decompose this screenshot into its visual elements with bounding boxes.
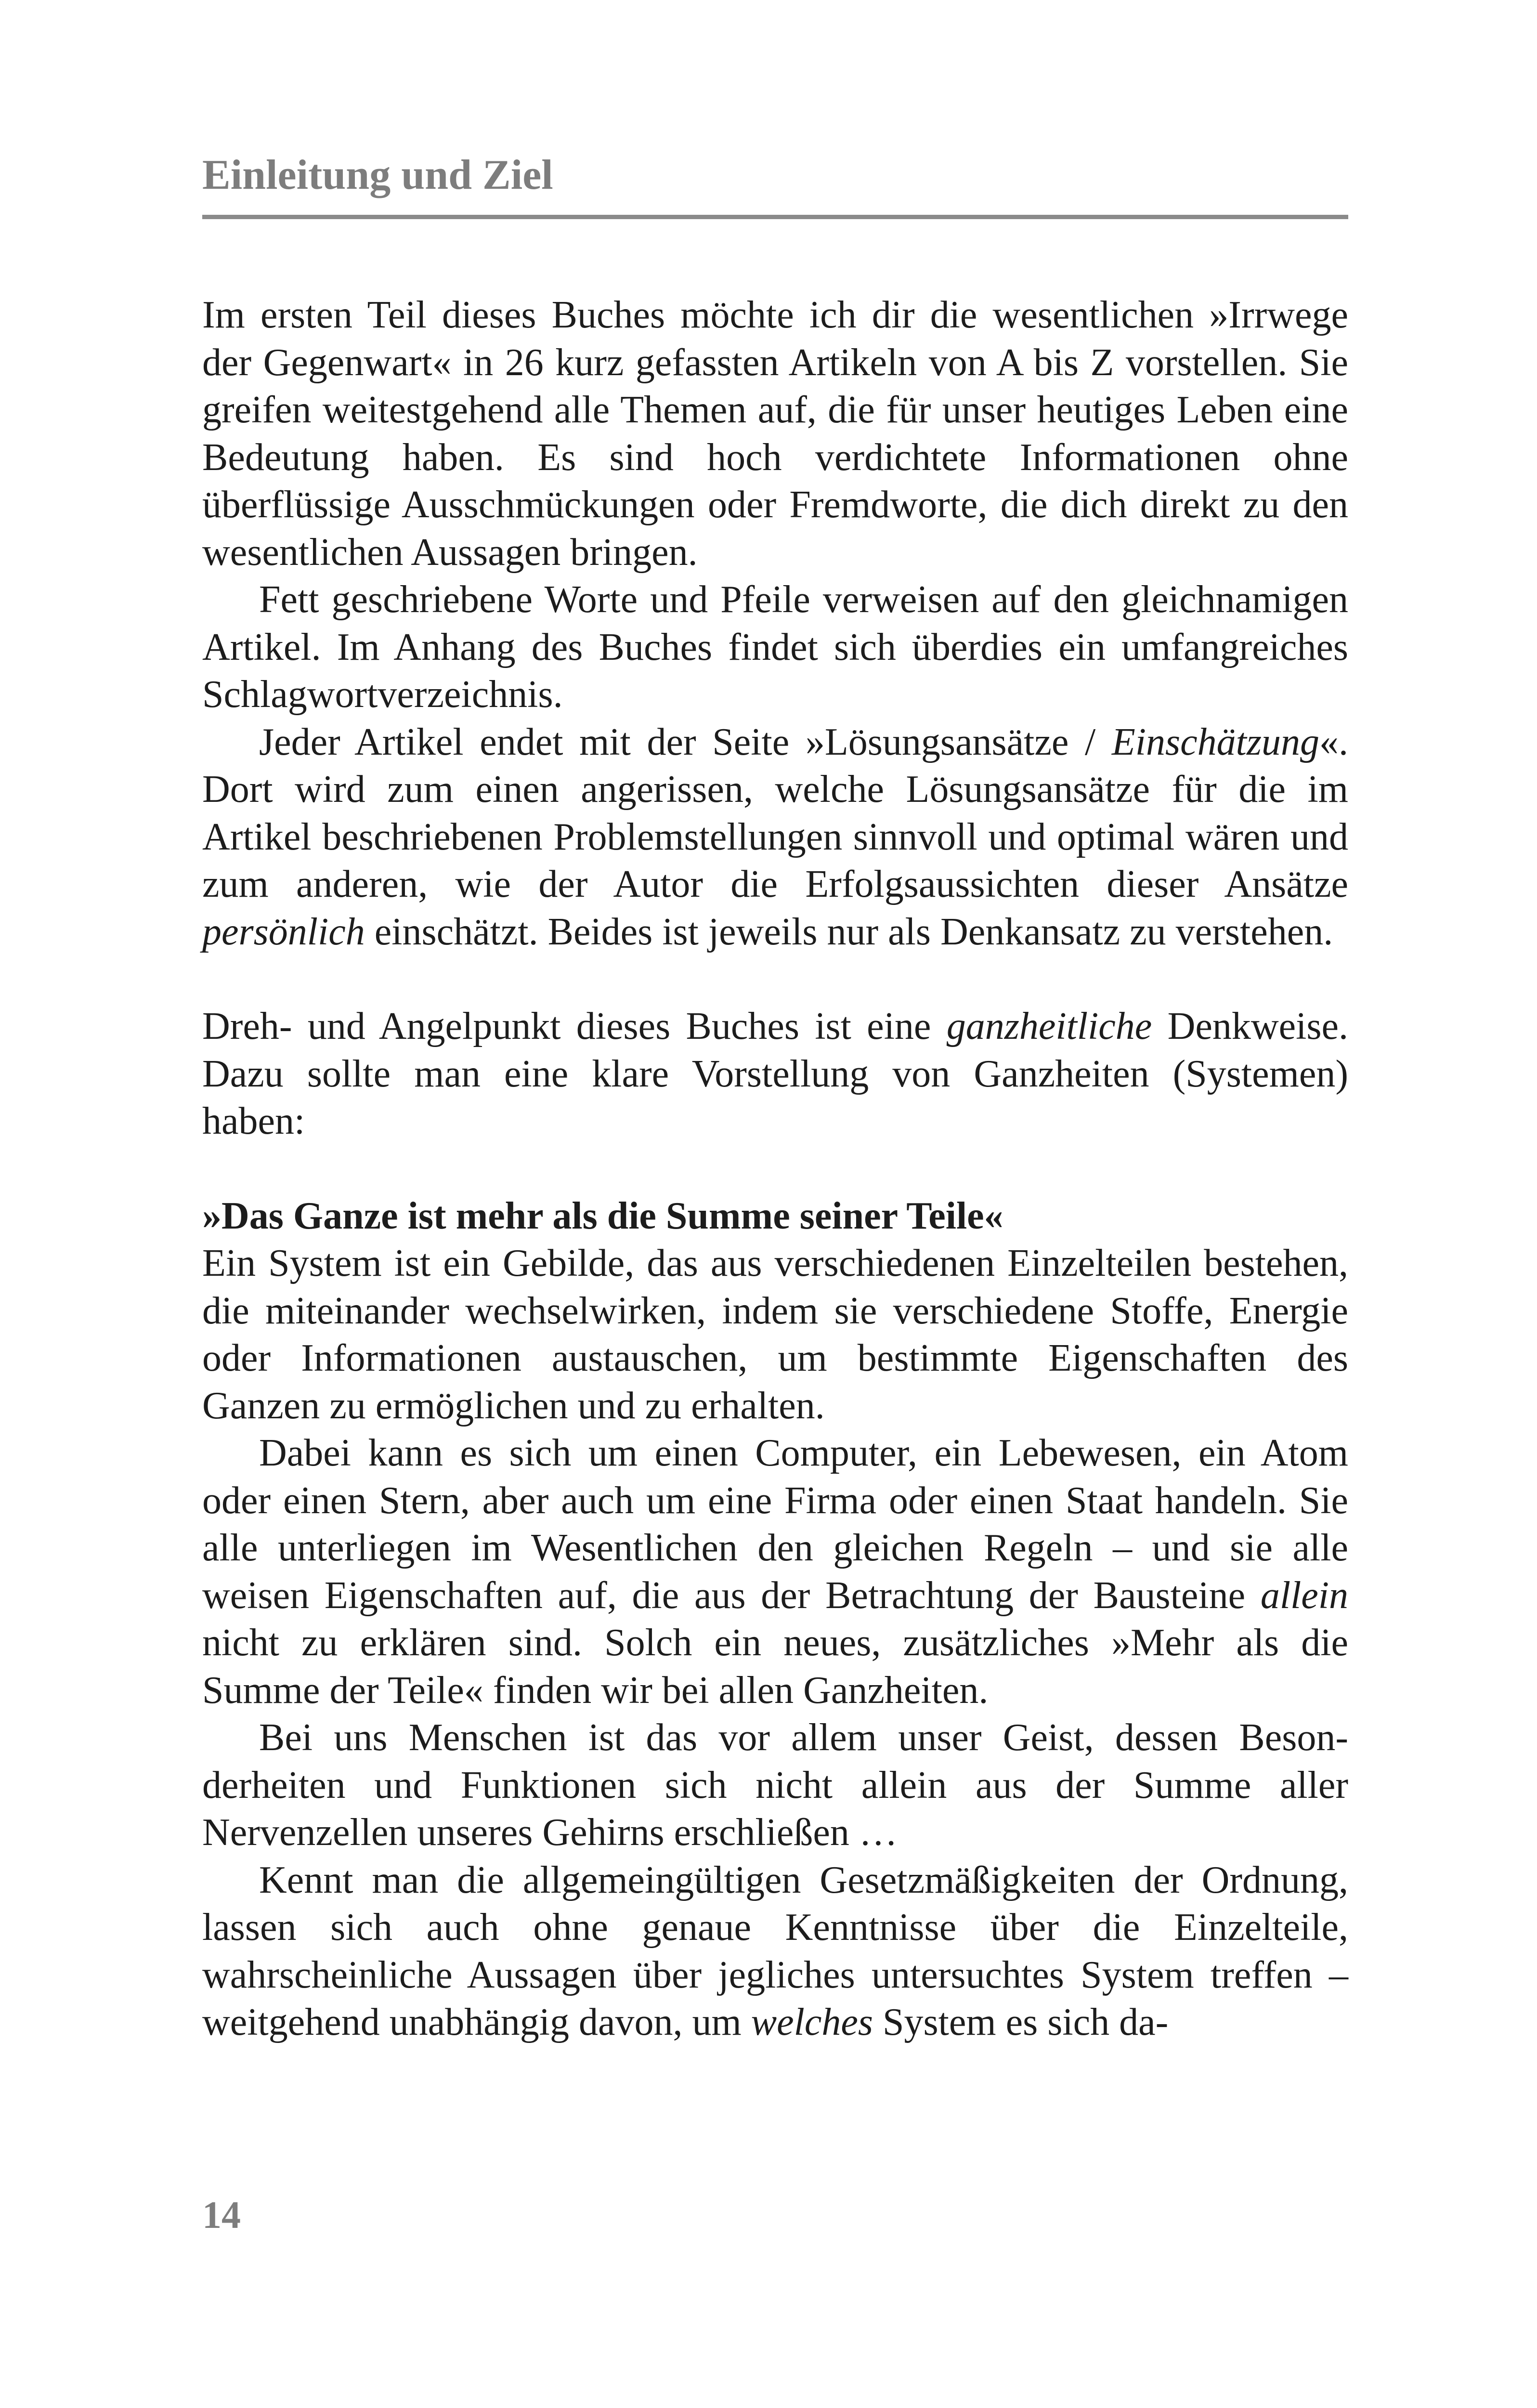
paragraph-8-text: Kennt man die allgemeingültigen Gesetzmäßigkeiten der Ordnung, lassen sich auch ohne genaue Kenntnisse über die Einzelteile, wahrscheinliche Aussagen über jegliches untersuchtes System treffen – weitgehend unabhängig davon, um xyxy=(202,1858,1348,2043)
emphasis-welches: welches xyxy=(751,2001,873,2043)
paragraph-1: Im ersten Teil dieses Buches möchte ich dir die wesentlichen »Irrwege der Gegenwart« in 26 kurz gefassten Artikeln von A bis Z vorstellen. Sie greifen weitestgehend alle Themen auf, die für unser heutiges Leben eine Bedeutung haben. Es sind hoch verdichtete Informationen ohne überflüssige Ausschmückungen oder Fremdworte, die dich direkt zu den wesentlichen Aussagen bringen. xyxy=(202,294,1348,574)
header-rule xyxy=(202,215,1348,219)
paragraph-8-text: System es sich da- xyxy=(873,2001,1169,2043)
paragraph-6-text: Dabei kann es sich um einen Computer, ein Lebewesen, ein Atom oder einen Stern, aber auch um eine Firma oder einen Staat handeln. Sie alle unterliegen im Wesentlichen den gleichen Regeln – und sie alle weisen Eigenschaften auf, die aus der Betrachtung der Bausteine xyxy=(202,1432,1348,1617)
paragraph-2: Fett geschriebene Worte und Pfeile verweisen auf den gleichnamigen Artikel. Im Anhang des Buches findet sich überdies ein umfangreiches Schlagwortverzeichnis. xyxy=(202,578,1348,716)
paragraph-4-text: Dreh- und Angelpunkt dieses Buches ist eine xyxy=(202,1005,947,1047)
paragraph-3 xyxy=(202,719,1348,956)
paragraph-4 xyxy=(202,1003,1348,1145)
paragraph-5: Ein System ist ein Gebilde, das aus verschiedenen Einzelteilen bestehen, die miteinander wechselwirken, indem sie verschiedene Stoffe, Energie oder Informationen austauschen, um bestimmte Eigenschaften des Ganzen zu ermöglichen und zu erhalten. xyxy=(202,1242,1348,1427)
emphasis-persoenlich: persönlich xyxy=(202,910,365,953)
page-number: 14 xyxy=(202,2194,241,2237)
chapter-title: Einleitung und Ziel xyxy=(202,152,553,198)
paragraph-6 xyxy=(202,1429,1348,1714)
emphasis-allein: allein xyxy=(1260,1574,1348,1617)
paragraph-6-text: nicht zu erklären sind. Solch ein neues, zusätzliches »Mehr als die Summe der Teile« finden wir bei allen Ganzheiten. xyxy=(202,1622,1348,1712)
section-heading: »Das Ganze ist mehr als die Summe seiner Teile« xyxy=(202,1194,1003,1237)
body-text xyxy=(202,291,1348,2046)
emphasis-einschaetzung: Einschätzung xyxy=(1111,720,1319,763)
paragraph-7: Bei uns Menschen ist das vor allem unser Geist, dessen Besonderheiten und Funktionen sich nicht allein aus der Summe aller Nervenzellen unseres Gehirns erschließen … xyxy=(202,1716,1348,1854)
paragraph-3-text: einschätzt. Beides ist jeweils nur als Denkansatz zu verstehen. xyxy=(365,910,1333,953)
paragraph-3-text: Jeder Artikel endet mit der Seite »Lösungsansätze / xyxy=(259,720,1112,763)
running-header xyxy=(202,154,1348,219)
paragraph-4-text: Denkweise. Dazu sollte man eine klare Vorstellung von Ganzheiten (Systemen) haben: xyxy=(202,1005,1348,1142)
paragraph-8 xyxy=(202,1857,1348,2046)
emphasis-ganzheitliche: ganzheitliche xyxy=(946,1005,1152,1047)
paragraph-3-text: «. Dort wird zum einen angerissen, welche Lösungsansätze für die im Artikel beschriebenen Problemstellungen sinnvoll und optimal wären und zum anderen, wie der Autor die Erfolgsaussichten dieser Ansätze xyxy=(202,720,1348,905)
